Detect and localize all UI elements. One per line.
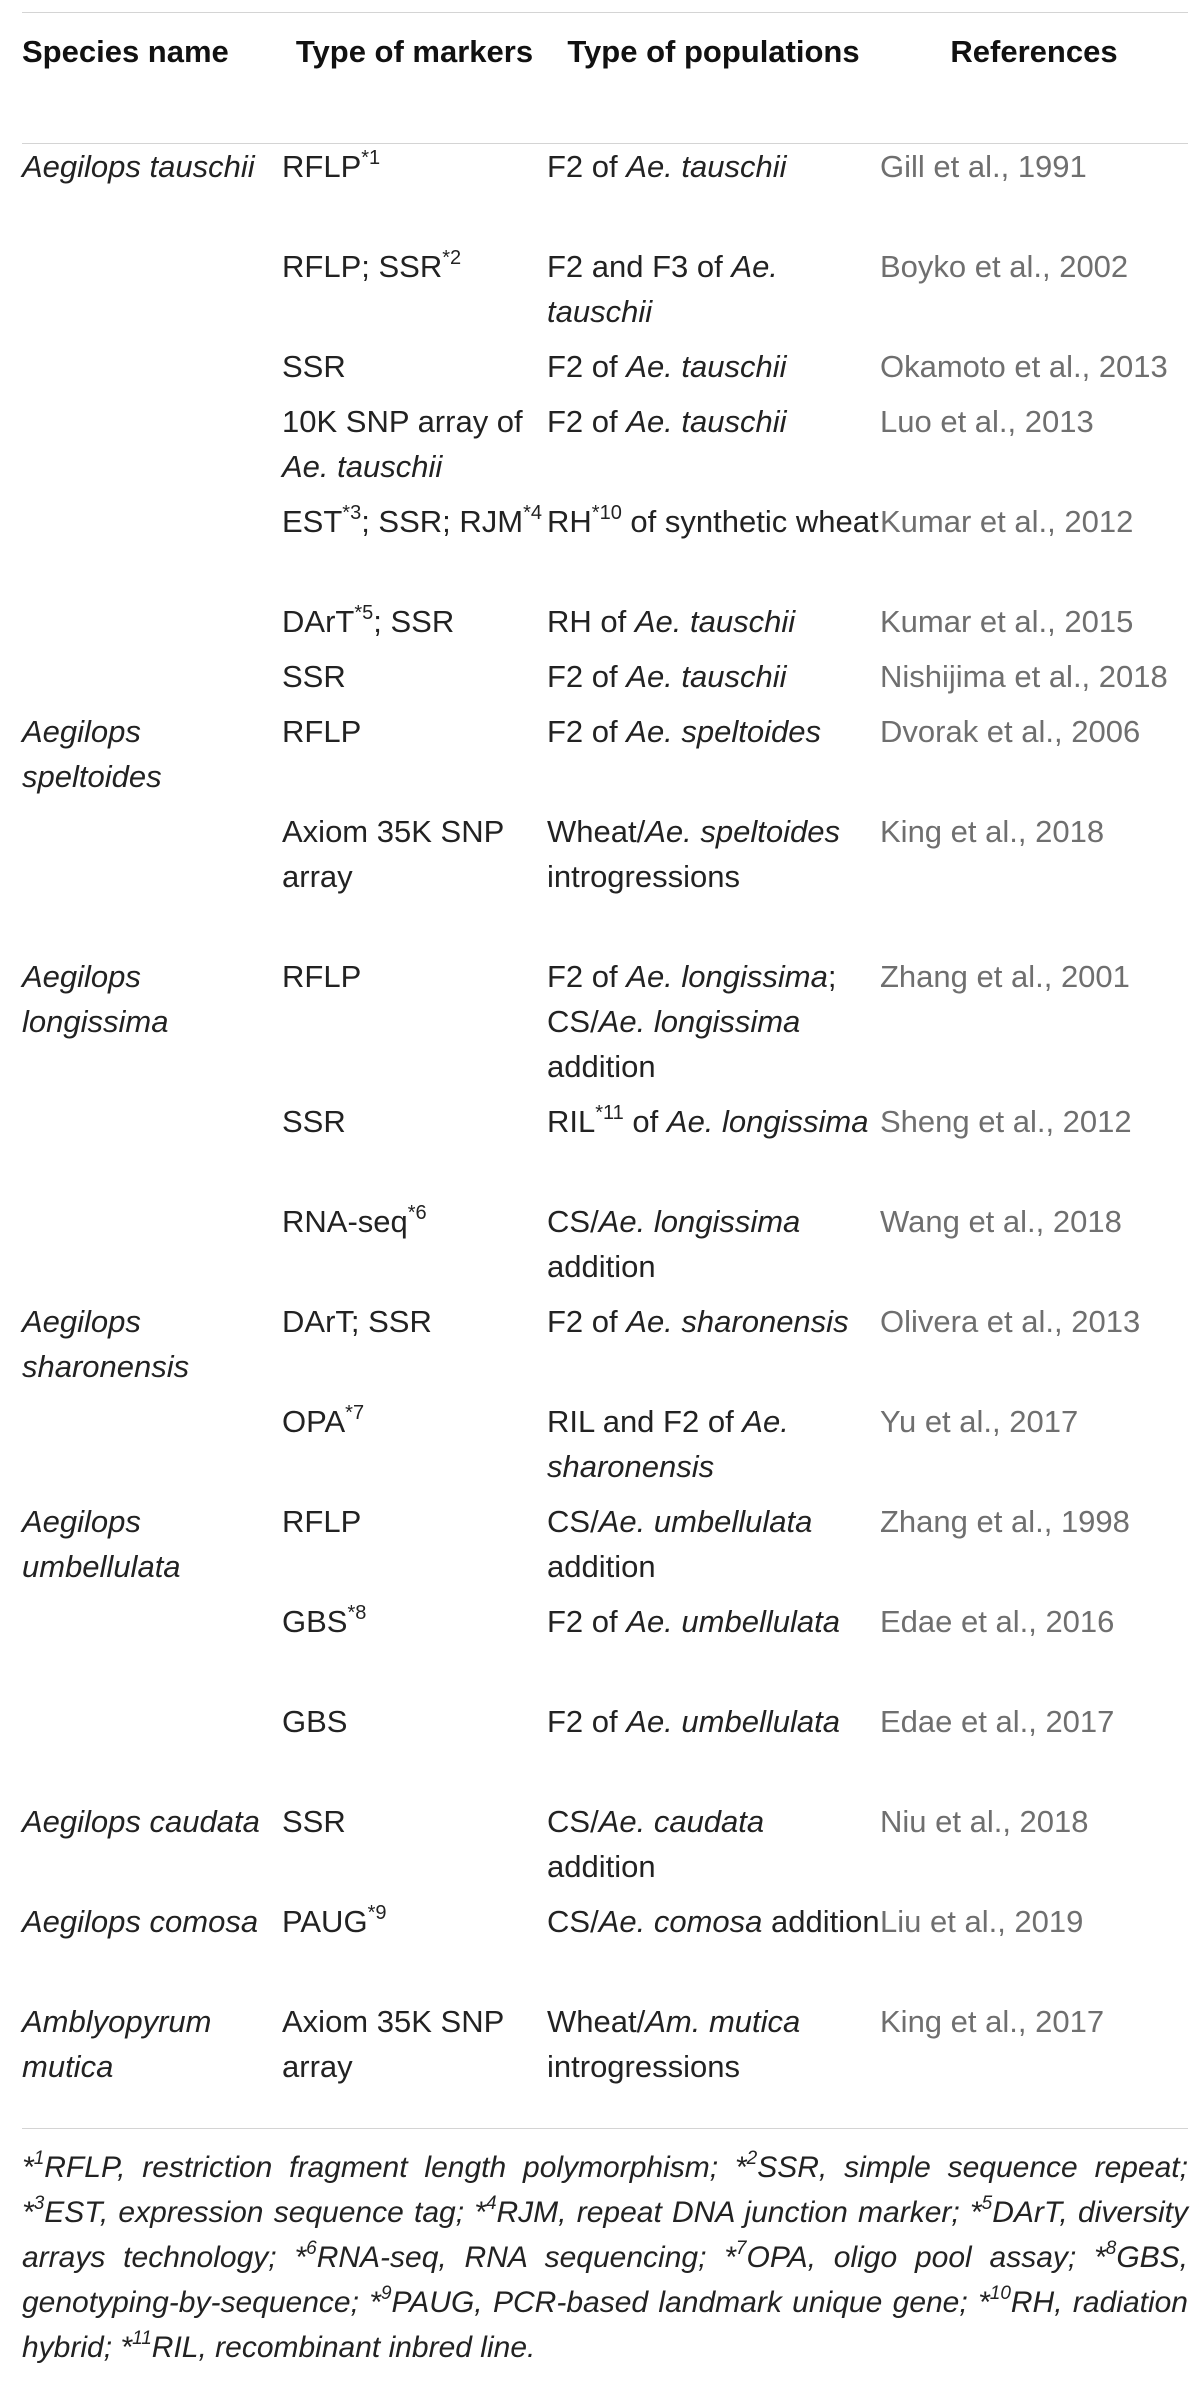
species-cell <box>22 1599 282 1699</box>
table-row <box>22 1399 1188 1499</box>
reference-cell: Edae et al., 2016 <box>880 1604 1115 1639</box>
reference-cell: Wang et al., 2018 <box>880 1204 1122 1239</box>
reference-cell: Gill et al., 1991 <box>880 149 1087 184</box>
marker-cell: RFLP <box>282 959 362 994</box>
population-cell: RIL and F2 of Ae. sharonensis <box>547 1404 789 1484</box>
population-cell: F2 of Ae. umbellulata <box>547 1604 840 1639</box>
table-row <box>22 654 1188 709</box>
marker-cell: SSR <box>282 1104 346 1139</box>
marker-cell: RNA-seq$^{*6}$ <box>282 1201 427 1239</box>
marker-cell: DArT$^{*5}$; SSR <box>282 601 455 639</box>
table-row <box>22 144 1188 244</box>
table-row <box>22 1699 1188 1799</box>
bottom-rule <box>22 2128 1188 2129</box>
species-cell: Aegilops sharonensis <box>22 1304 190 1384</box>
population-cell: F2 of Ae. speltoides <box>547 714 821 749</box>
population-cell: RIL$^{*11}$ of Ae. longissima <box>547 1101 869 1139</box>
marker-cell: SSR <box>282 349 346 384</box>
footnotes: *$^1$RFLP, restriction fragment length polymorphism; *$^2$SSR, simple sequence repeat; *$^3$EST, expression sequence tag; *$^4$RJM, repeat DNA junction marker; *$^5$DArT, diversity arrays technology; *$^6$RNA-seq, RNA sequencing; *$^7$OPA, oligo pool assay; *$^8$GBS, genotyping-by-sequence; *$^9$PAUG, PCR-based landmark unique gene; *$^{10}$RH, radiation hybrid; *$^{11}$RIL, recombinant inbred line. <box>22 2148 1189 2364</box>
marker-cell: Axiom 35K SNP array <box>282 2004 504 2084</box>
marker-cell: RFLP <box>282 1504 362 1539</box>
reference-cell: Zhang et al., 2001 <box>880 959 1130 994</box>
species-cell <box>22 1699 282 1799</box>
reference-cell: Boyko et al., 2002 <box>880 249 1129 284</box>
population-cell: RH$^{*10}$ of synthetic wheat <box>547 501 879 539</box>
population-cell: F2 of Ae. longissima; CS/Ae. longissima addition <box>547 959 837 1084</box>
reference-cell: King et al., 2017 <box>880 2004 1105 2039</box>
species-cell <box>22 1099 282 1199</box>
marker-cell: GBS$^{*8}$ <box>282 1601 367 1639</box>
population-cell: CS/Ae. comosa addition <box>547 1904 880 1939</box>
table-row <box>22 1199 1188 1299</box>
marker-cell: Axiom 35K SNP array <box>282 814 504 894</box>
table-row <box>22 244 1188 344</box>
population-cell: F2 of Ae. tauschii <box>547 659 787 694</box>
reference-cell: Dvorak et al., 2006 <box>880 714 1141 749</box>
species-cell: Aegilops comosa <box>22 1904 259 1939</box>
reference-cell: Sheng et al., 2012 <box>880 1104 1132 1139</box>
population-cell: F2 of Ae. tauschii <box>547 149 787 184</box>
markers-table <box>22 30 1188 2099</box>
marker-cell: RFLP; SSR$^{*2}$ <box>282 246 462 284</box>
header-references: References <box>950 34 1118 69</box>
marker-cell: RFLP <box>282 714 362 749</box>
species-cell <box>22 1399 282 1499</box>
marker-cell: RFLP$^{*1}$ <box>282 146 381 184</box>
marker-cell: GBS <box>282 1704 348 1739</box>
table-row <box>22 709 1188 809</box>
marker-cell: EST$^{*3}$; SSR; RJM$^{*4}$ <box>282 501 543 539</box>
marker-cell: SSR <box>282 1804 346 1839</box>
population-cell: CS/Ae. caudata addition <box>547 1804 765 1884</box>
table-row <box>22 1799 1188 1899</box>
top-rule <box>22 12 1188 13</box>
reference-cell: Liu et al., 2019 <box>880 1904 1084 1939</box>
header-species: Species name <box>22 34 229 69</box>
header-markers: Type of markers <box>295 34 534 69</box>
species-cell: Aegilops tauschii <box>22 149 255 184</box>
table-body <box>22 144 1188 2099</box>
table-row <box>22 1299 1188 1399</box>
population-cell: Wheat/Am. mutica introgressions <box>547 2004 801 2084</box>
population-cell: CS/Ae. longissima addition <box>547 1204 801 1284</box>
species-cell <box>22 399 282 499</box>
population-cell: F2 and F3 of Ae. tauschii <box>547 249 778 329</box>
reference-cell: King et al., 2018 <box>880 814 1105 849</box>
species-cell <box>22 499 282 599</box>
table-row <box>22 1499 1188 1599</box>
population-cell: F2 of Ae. tauschii <box>547 349 787 384</box>
table-row <box>22 1599 1188 1699</box>
reference-cell: Nishijima et al., 2018 <box>880 659 1168 694</box>
species-cell <box>22 654 282 709</box>
table-row <box>22 599 1188 654</box>
table-row <box>22 499 1188 599</box>
reference-cell: Yu et al., 2017 <box>880 1404 1079 1439</box>
reference-cell: Okamoto et al., 2013 <box>880 349 1168 384</box>
population-cell: RH of Ae. tauschii <box>547 604 796 639</box>
marker-cell: SSR <box>282 659 346 694</box>
header-populations: Type of populations <box>567 34 860 69</box>
reference-cell: Edae et al., 2017 <box>880 1704 1115 1739</box>
reference-cell: Olivera et al., 2013 <box>880 1304 1141 1339</box>
population-cell: F2 of Ae. sharonensis <box>547 1304 849 1339</box>
population-cell: F2 of Ae. umbellulata <box>547 1704 840 1739</box>
species-cell: Aegilops longissima <box>22 959 169 1039</box>
species-cell: Amblyopyrum mutica <box>22 2004 212 2084</box>
table-row <box>22 1899 1188 1999</box>
reference-cell: Zhang et al., 1998 <box>880 1504 1130 1539</box>
table-row <box>22 1999 1188 2099</box>
reference-cell: Kumar et al., 2012 <box>880 504 1134 539</box>
species-cell <box>22 599 282 654</box>
population-cell: CS/Ae. umbellulata addition <box>547 1504 813 1584</box>
species-cell <box>22 809 282 954</box>
species-cell: Aegilops caudata <box>22 1804 260 1839</box>
reference-cell: Luo et al., 2013 <box>880 404 1094 439</box>
table-row <box>22 954 1188 1099</box>
marker-cell: 10K SNP array of Ae. tauschii <box>282 404 523 484</box>
species-cell <box>22 244 282 344</box>
species-cell <box>22 344 282 399</box>
table-row <box>22 399 1188 499</box>
marker-cell: PAUG$^{*9}$ <box>282 1901 387 1939</box>
table-row <box>22 344 1188 399</box>
marker-cell: DArT; SSR <box>282 1304 432 1339</box>
species-cell: Aegilops speltoides <box>22 714 162 794</box>
species-cell: Aegilops umbellulata <box>22 1504 181 1584</box>
reference-cell: Kumar et al., 2015 <box>880 604 1134 639</box>
header-row <box>22 30 1188 144</box>
table-row <box>22 809 1188 954</box>
reference-cell: Niu et al., 2018 <box>880 1804 1089 1839</box>
species-cell <box>22 1199 282 1299</box>
table-row <box>22 1099 1188 1199</box>
marker-cell: OPA$^{*7}$ <box>282 1401 365 1439</box>
population-cell: Wheat/Ae. speltoides introgressions <box>547 814 840 894</box>
population-cell: F2 of Ae. tauschii <box>547 404 787 439</box>
